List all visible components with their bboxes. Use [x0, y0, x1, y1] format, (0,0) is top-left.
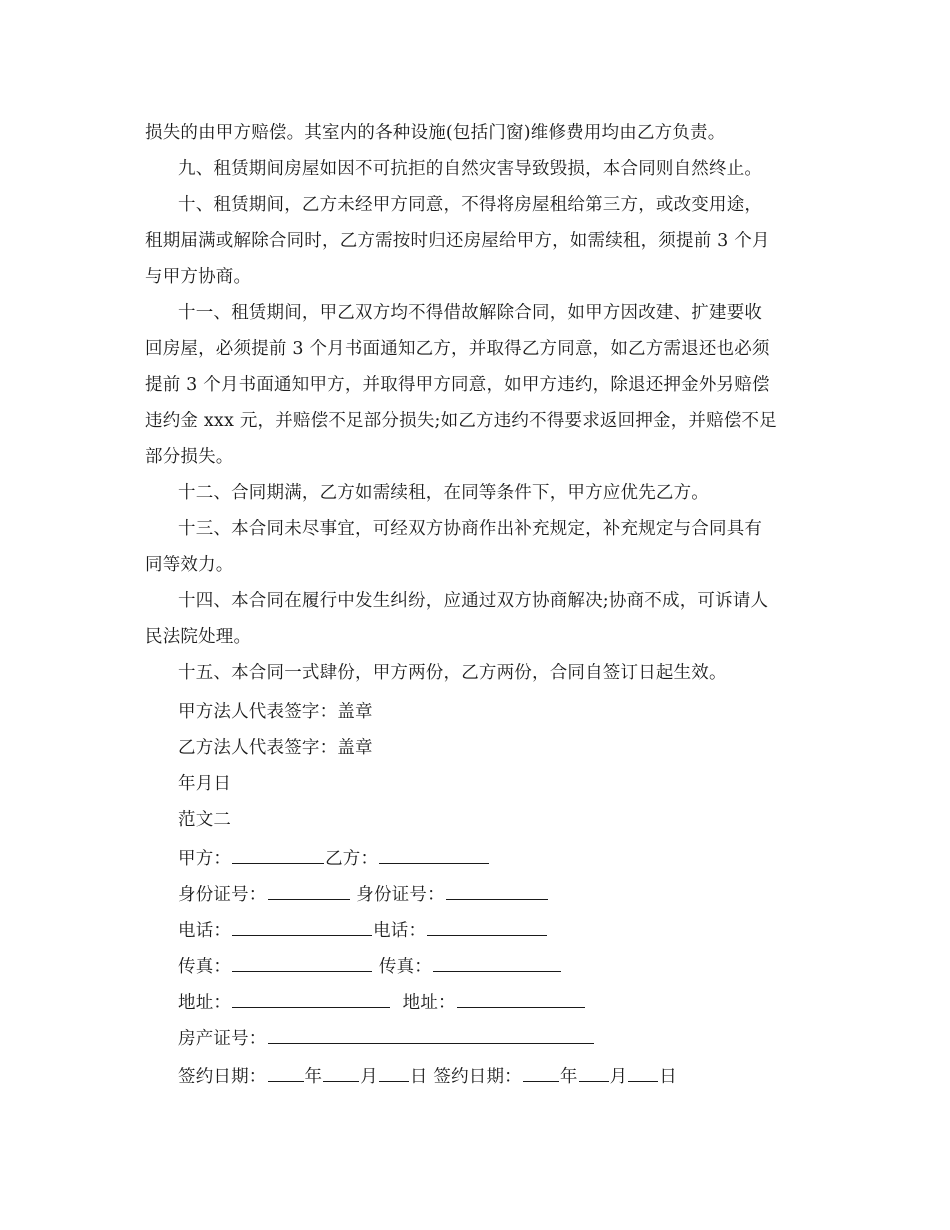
party-b-signature: 乙方法人代表签字：盖章 — [178, 738, 373, 758]
clause-12: 十二、合同期满，乙方如需续租，在同等条件下，甲方应优先乙方。 — [178, 483, 709, 503]
clause-8-continuation: 损失的由甲方赔偿。其室内的各种设施(包括门窗)维修费用均由乙方负责。 — [145, 123, 726, 143]
clause-11-line-3: 提前 3 个月书面通知甲方，并取得甲方同意，如甲方违约，除退还押金外另赔偿 — [145, 375, 770, 395]
address-b-blank[interactable] — [457, 990, 585, 1008]
day-a-label: 日 — [409, 1067, 428, 1087]
address-label-b: 地址： — [402, 993, 456, 1013]
fax-label-a: 传真： — [178, 957, 232, 977]
clause-13-line-2: 同等效力。 — [145, 555, 234, 575]
party-a-blank[interactable] — [232, 846, 324, 864]
party-b-blank[interactable] — [379, 846, 489, 864]
property-cert-blank[interactable] — [268, 1026, 594, 1044]
clause-10-line-3: 与甲方协商。 — [145, 267, 252, 287]
month-a-label: 月 — [360, 1067, 378, 1087]
month-b-blank[interactable] — [579, 1064, 609, 1082]
party-b-label: 乙方： — [325, 849, 379, 869]
clause-9: 九、租赁期间房屋如因不可抗拒的自然灾害导致毁损，本合同则自然终止。 — [178, 159, 763, 179]
day-b-label: 日 — [659, 1067, 677, 1087]
id-label-a: 身份证号： — [178, 885, 267, 905]
clause-10-line-1: 十、租赁期间，乙方未经甲方同意，不得将房屋租给第三方，或改变用途， — [178, 195, 763, 215]
id-a-blank[interactable] — [268, 882, 350, 900]
address-row — [178, 990, 848, 1015]
month-a-blank[interactable] — [323, 1064, 359, 1082]
day-b-blank[interactable] — [628, 1064, 658, 1082]
party-a-signature: 甲方法人代表签字：盖章 — [178, 702, 373, 722]
phone-a-blank[interactable] — [232, 918, 372, 936]
day-a-blank[interactable] — [379, 1064, 409, 1082]
id-number-row — [178, 882, 848, 907]
year-b-blank[interactable] — [523, 1064, 559, 1082]
clause-14-line-2: 民法院处理。 — [145, 627, 252, 647]
template-2-heading: 范文二 — [178, 810, 232, 830]
fax-b-blank[interactable] — [433, 954, 561, 972]
month-b-label: 月 — [609, 1067, 628, 1087]
id-label-b: 身份证号： — [356, 885, 445, 905]
address-label-a: 地址： — [178, 993, 232, 1013]
phone-b-blank[interactable] — [427, 918, 547, 936]
phone-label-b: 电话： — [373, 921, 427, 941]
clause-14-line-1: 十四、本合同在履行中发生纠纷，应通过双方协商解决;协商不成，可诉请人 — [178, 591, 769, 611]
clause-11-line-5: 部分损失。 — [145, 447, 234, 467]
phone-label-a: 电话： — [178, 921, 232, 941]
sign-date-label-b: 签约日期： — [433, 1067, 522, 1087]
clause-11-line-4: 违约金 xxx 元，并赔偿不足部分损失;如乙方违约不得要求返回押金，并赔偿不足 — [145, 411, 777, 431]
clause-10-line-2: 租期届满或解除合同时，乙方需按时归还房屋给甲方，如需续租，须提前 3 个月 — [145, 231, 770, 251]
sign-date-label-a: 签约日期： — [178, 1067, 267, 1087]
party-a-label: 甲方： — [178, 849, 232, 869]
clause-13-line-1: 十三、本合同未尽事宜，可经双方协商作出补充规定，补充规定与合同具有 — [178, 519, 763, 539]
fax-label-b: 传真： — [378, 957, 432, 977]
fax-a-blank[interactable] — [232, 954, 372, 972]
clause-15: 十五、本合同一式肆份，甲方两份，乙方两份，合同自签订日起生效。 — [178, 663, 727, 683]
id-b-blank[interactable] — [446, 882, 548, 900]
clause-11-line-1: 十一、租赁期间，甲乙双方均不得借故解除合同，如甲方因改建、扩建要收 — [178, 303, 763, 323]
property-cert-row — [178, 1026, 848, 1051]
signature-date: 年月日 — [178, 774, 232, 794]
year-a-blank[interactable] — [268, 1064, 304, 1082]
address-a-blank[interactable] — [232, 990, 390, 1008]
year-b-label: 年 — [559, 1067, 578, 1087]
phone-row — [178, 918, 848, 943]
party-row — [178, 846, 848, 871]
property-cert-label: 房产证号： — [178, 1029, 267, 1049]
clause-11-line-2: 回房屋，必须提前 3 个月书面通知乙方，并取得乙方同意，如乙方需退还也必须 — [145, 339, 770, 359]
sign-date-row — [178, 1064, 848, 1089]
year-a-label: 年 — [304, 1067, 323, 1087]
fax-row — [178, 954, 848, 979]
